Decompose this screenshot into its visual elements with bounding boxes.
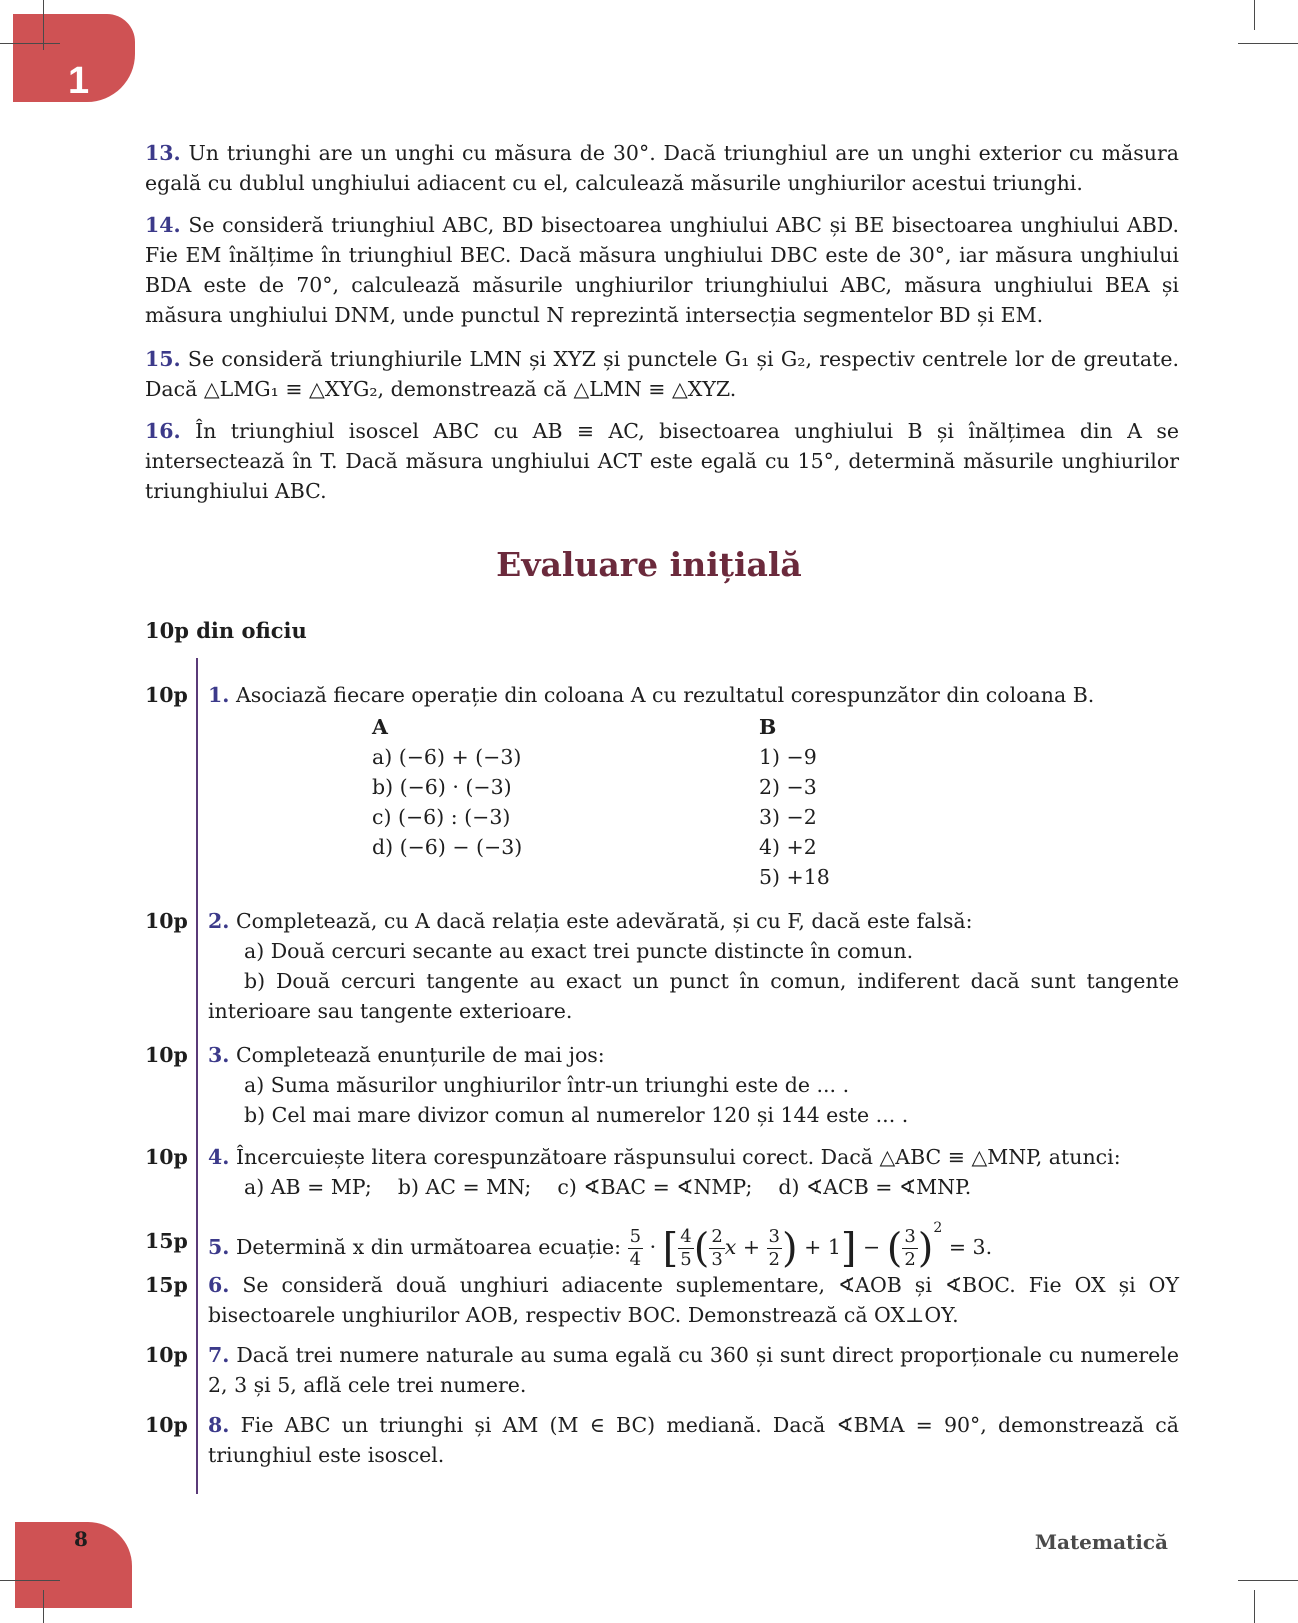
evaluation-rule — [196, 658, 198, 1494]
column-a-header: A — [372, 715, 388, 739]
crop-mark — [1238, 43, 1298, 44]
exercise-14 — [145, 210, 1179, 330]
exercise-text: Se consideră triunghiul ABC, BD bisectoarea unghiului ABC și BE bisectoarea unghiului ABD. Fie EM înălțime în triunghiul BEC. Dacă măsura unghiului DBC este de 30°, iar măsura unghiului BDA este de 70°, calculează măsurile unghiurilor triunghiului ABC, măsura unghiului BEA și măsura unghiului DNM, unde punctul N reprezintă intersecția segmentelor BD și EM. — [145, 213, 1179, 327]
column-b-item: 3) −2 — [759, 805, 817, 829]
question-3 — [208, 1040, 1179, 1130]
close-paren: ) — [917, 1225, 934, 1272]
question-number: 3. — [208, 1043, 230, 1067]
fraction: $\frac{3}{2}$ — [904, 1226, 916, 1270]
question-text: Încercuiește litera corespunzătoare răspunsului corect. Dacă △ABC ≡ △MNP, atunci: — [235, 1145, 1121, 1169]
crop-mark — [1238, 1580, 1298, 1581]
question-text: Asociază fiecare operație din coloana A cu rezultatul corespunzător din coloana B. — [235, 683, 1095, 707]
exercise-number: 14. — [145, 213, 181, 237]
exponent: 2 — [933, 1220, 943, 1236]
question-number: 6. — [208, 1273, 230, 1297]
question-text: Dacă trei numere naturale au suma egală cu 360 și sunt direct proporționale cu numerele 2, 3 și 5, află cele trei numere. — [208, 1343, 1179, 1397]
equation-rhs: = 3. — [948, 1235, 993, 1259]
statement-b: b) Două cercuri tangente au exact un punct în comun, indiferent dacă sunt tangente interioare sau tangente exterioare. — [208, 969, 1179, 1023]
crop-mark — [0, 43, 60, 44]
question-5 — [208, 1200, 1179, 1275]
crop-mark — [1254, 1590, 1255, 1623]
question-4 — [208, 1142, 1179, 1202]
statement-a: a) Suma măsurilor unghiurilor într-un triunghi este de ... . — [244, 1073, 850, 1097]
question-7 — [208, 1340, 1179, 1400]
fraction: $\frac{5}{4}$ — [629, 1226, 642, 1270]
column-b-item: 1) −9 — [759, 745, 817, 769]
crop-mark — [43, 1590, 44, 1623]
column-a-item: b) (−6) · (−3) — [372, 775, 512, 799]
book-title: Matematică — [1034, 1530, 1168, 1554]
question-number: 7. — [208, 1343, 230, 1367]
question-text: Completează, cu A dacă relația este adevărată, și cu F, dacă este falsă: — [235, 909, 973, 933]
open-paren: ( — [693, 1225, 710, 1272]
column-b-header: B — [759, 715, 777, 739]
equation: $\frac{5}{4}$ · [ $\frac{4}{5}$ ( $\frac{2}{3}$ x + $\frac{3}{2}$ ) + 1] − ( $\frac{3}{2}$ )$^2$ = 3. — [629, 1220, 993, 1272]
question-number: 8. — [208, 1413, 230, 1437]
exercise-15 — [145, 344, 1179, 404]
column-a-item: c) (−6) : (−3) — [372, 805, 511, 829]
question-8 — [208, 1410, 1179, 1470]
constant: 1 — [827, 1235, 841, 1259]
statement-a: a) Două cercuri secante au exact trei puncte distincte în comun. — [244, 939, 914, 963]
exercise-text: Se consideră triunghiurile LMN și XYZ și punctele G₁ și G₂, respectiv centrele lor de greutate. Dacă △LMG₁ ≡ △XYG₂, demonstrează că △LMN ≡ △XYZ. — [145, 347, 1179, 401]
section-title: Evaluare inițială — [496, 545, 802, 584]
column-a-item: d) (−6) − (−3) — [372, 835, 523, 859]
question-number: 1. — [208, 683, 230, 707]
variable: x — [724, 1235, 737, 1259]
question-text: Se consideră două unghiuri adiacente suplementare, ∢AOB și ∢BOC. Fie OX și OY bisectoarele unghiurilor AOB, respectiv BOC. Demonstrează că OX⊥OY. — [208, 1273, 1179, 1327]
question-1 — [208, 680, 1179, 710]
points-q1: 10p — [145, 683, 188, 707]
open-paren: ( — [886, 1225, 903, 1272]
exercise-text: În triunghiul isoscel ABC cu AB ≡ AC, bisectoarea unghiului B și înălțimea din A se intersectează în T. Dacă măsura unghiului ACT este egală cu 15°, determină măsurile unghiurilor triunghiului ABC. — [145, 419, 1179, 503]
question-text: Fie ABC un triunghi și AM (M ∈ BC) mediană. Dacă ∢BMA = 90°, demonstrează că triunghiul este isoscel. — [208, 1413, 1179, 1467]
question-number: 5. — [208, 1235, 230, 1259]
crop-mark — [0, 1580, 60, 1581]
fraction: $\frac{3}{2}$ — [768, 1226, 780, 1270]
fraction: $\frac{2}{3}$ — [711, 1226, 723, 1270]
exercise-13 — [145, 138, 1179, 198]
oficiu-points: 10p din oficiu — [145, 618, 307, 643]
column-b-item: 5) +18 — [759, 865, 830, 889]
question-6 — [208, 1270, 1179, 1330]
answer-options: a) AB = MP; b) AC = MN; c) ∢BAC = ∢NMP; d) ∢ACB = ∢MNP. — [244, 1175, 972, 1199]
statement-b: b) Cel mai mare divizor comun al numerelor 120 și 144 este ... . — [244, 1103, 909, 1127]
points-q8: 10p — [145, 1413, 188, 1437]
crop-mark — [1254, 0, 1255, 30]
column-a-item: a) (−6) + (−3) — [372, 745, 522, 769]
points-q3: 10p — [145, 1043, 188, 1067]
points-q7: 10p — [145, 1343, 188, 1367]
page-number: 8 — [74, 1527, 88, 1551]
question-number: 2. — [208, 909, 230, 933]
exercise-16 — [145, 416, 1179, 506]
question-2 — [208, 906, 1179, 1026]
close-bracket: ] — [840, 1225, 857, 1272]
column-a — [372, 712, 522, 862]
fraction: $\frac{4}{5}$ — [680, 1226, 692, 1270]
points-q2: 10p — [145, 909, 188, 933]
points-q5: 15p — [145, 1229, 188, 1253]
column-b-item: 2) −3 — [759, 775, 817, 799]
column-b — [759, 712, 830, 892]
exercise-number: 13. — [145, 141, 181, 165]
column-b-item: 4) +2 — [759, 835, 817, 859]
chapter-number: 1 — [68, 60, 90, 102]
points-q4: 10p — [145, 1145, 188, 1169]
exercise-text: Un triunghi are un unghi cu măsura de 30°. Dacă triunghiul are un unghi exterior cu măsura egală cu dublul unghiului adiacent cu el, calculează măsurile unghiurilor acestui triunghi. — [145, 141, 1179, 195]
crop-mark — [43, 0, 44, 50]
question-text: Determină x din următoarea ecuație: — [235, 1235, 622, 1259]
open-bracket: [ — [662, 1225, 679, 1272]
points-q6: 15p — [145, 1273, 188, 1297]
exercise-number: 15. — [145, 347, 181, 371]
question-number: 4. — [208, 1145, 230, 1169]
question-text: Completează enunțurile de mai jos: — [235, 1043, 605, 1067]
exercise-number: 16. — [145, 419, 181, 443]
close-paren: ) — [782, 1225, 798, 1272]
